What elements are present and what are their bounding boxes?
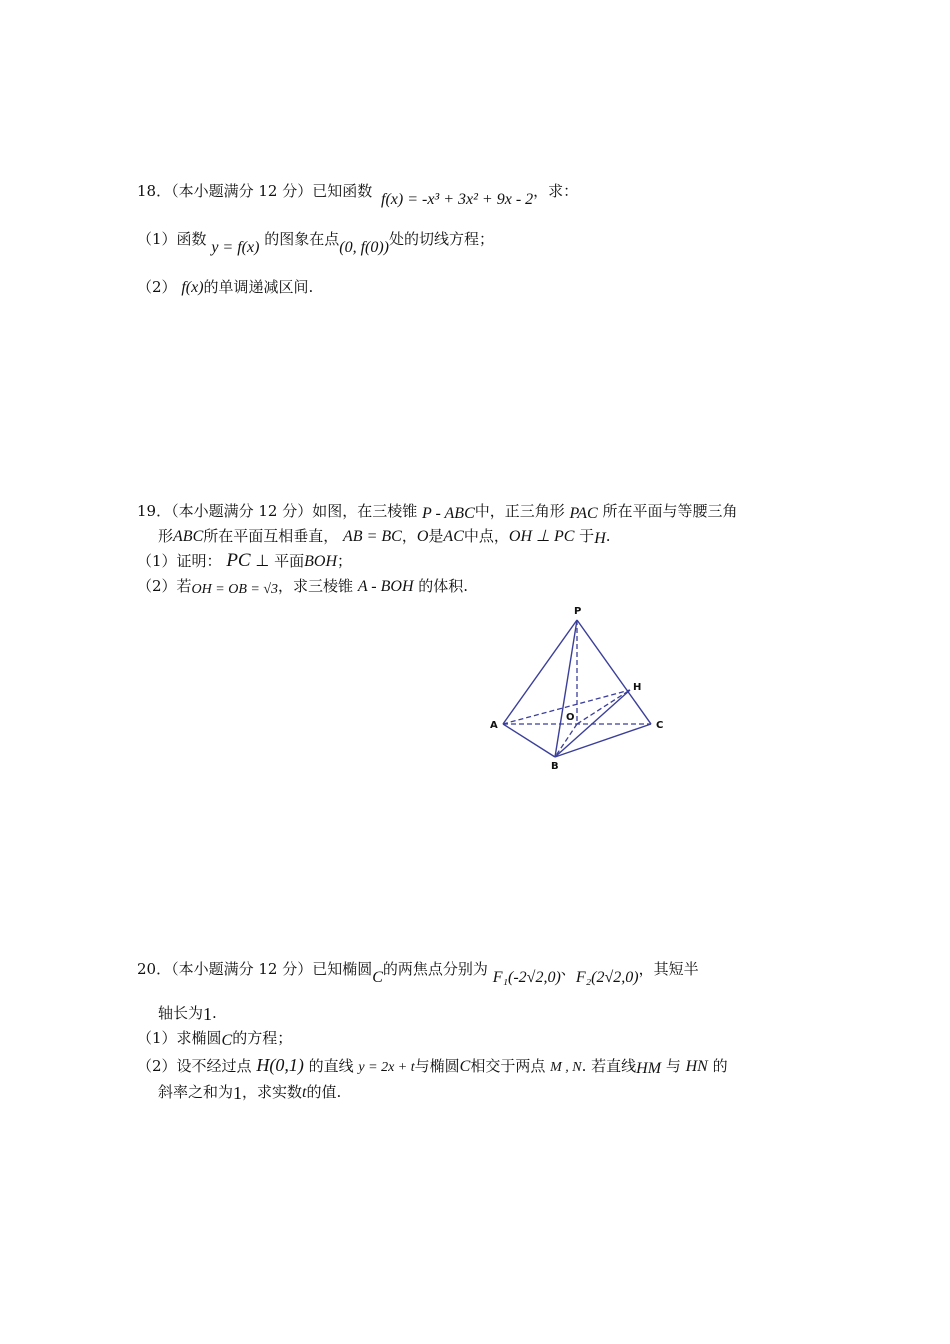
problem-20-part2: （2）设不经过点 H(0,1) 的直线 y = 2x + t与椭圆C相交于两点 M , N. 若直线HM 与 HN 的 — [137, 1055, 728, 1077]
problem-19-part2: （2）若OH = OB = √3，求三棱锥 A - BOH 的体积. — [137, 577, 469, 597]
problem-20-part1: （1）求椭圆C的方程； — [137, 1029, 293, 1049]
edge-PA — [503, 620, 577, 724]
edge-AB — [503, 724, 555, 757]
label-C: C — [656, 720, 664, 731]
label-H: H — [633, 682, 642, 693]
problem-20-header: 20．（本小题满分 12 分）已知椭圆C的两焦点分别为 F₁(-2√2,0)、F₂(2√2,0)，其短半 — [137, 960, 699, 986]
edge-PB — [555, 620, 577, 757]
problem-19-header: 19．（本小题满分 12 分）如图，在三棱锥 P - ABC中，正三角形 PAC 所在平面与等腰三角 — [137, 502, 738, 522]
pyramid-diagram — [485, 602, 670, 772]
problem-18-part1: （1）函数 y = f(x) 的图象在点(0, f(0))处的切线方程； — [137, 230, 495, 256]
function-formula: f(x) = -x³ + 3x² + 9x - 2 — [381, 191, 534, 208]
label-A: A — [490, 720, 498, 731]
problem-20-line2: 轴长为1. — [158, 1004, 217, 1024]
problem-19-line2: 形ABC所在平面互相垂直， AB = BC，O是AC中点，OH ⊥ PC 于H. — [158, 527, 611, 547]
edge-PC — [577, 620, 651, 724]
segment-OH-hidden — [577, 690, 630, 724]
label-B: B — [551, 761, 559, 772]
pyramid-figure — [485, 602, 670, 772]
problem-18-header: 18．（本小题满分 12 分）已知函数 f(x) = -x³ + 3x² + 9x - 2，求： — [137, 182, 579, 208]
label-P: P — [574, 606, 582, 617]
problem-18-part2: （2） f(x)的单调递减区间. — [137, 278, 314, 296]
edge-BC — [555, 724, 651, 757]
problem-19-part1: （1）证明： PC ⊥ 平面BOH； — [137, 550, 353, 571]
label-O: O — [566, 712, 575, 723]
problem-20-line4: 斜率之和为1，求实数t的值. — [158, 1083, 342, 1103]
